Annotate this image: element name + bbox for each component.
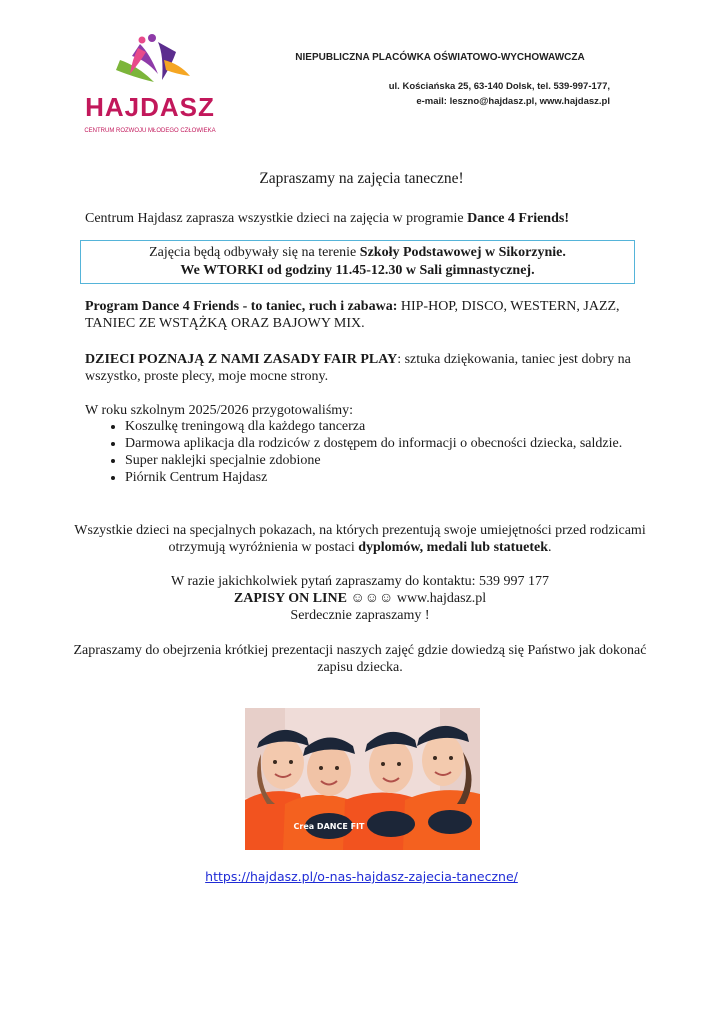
program-styles: HIP-HOP, DISCO, WESTERN, JAZZ, TANIEC ZE WSTĄŻKĄ ORAZ BAJOWY MIX. — [85, 299, 620, 331]
contact-greeting: Serdecznie zapraszamy ! — [290, 608, 430, 623]
list-item: • Piórnik Centrum Hajdasz — [125, 469, 685, 486]
awards-list: dyplomów, medali lub statuetek — [358, 540, 549, 555]
prepared-list — [85, 418, 685, 486]
contact-block — [60, 573, 660, 624]
video-paragraph: Zapraszamy do obejrzenia krótkiej prezentacji naszych zajęć gdzie dowiedzą się Państwo jak dokonać zapisu dziecka. — [73, 643, 647, 675]
org-address-block — [240, 79, 640, 109]
prepared-heading: W roku szkolnym 2025/2026 przygotowaliśmy: — [85, 403, 354, 418]
fairplay-paragraph — [85, 351, 645, 385]
list-item: • Darmowa aplikacja dla rodziców z dostępem do informacji o obecności dziecka, saldzie. — [125, 435, 685, 452]
smiley-icons: ☺☺☺ — [346, 591, 397, 606]
schedule-location-text: Zajęcia będą odbywały się na terenie — [149, 245, 360, 260]
signup-website: www.hajdasz.pl — [396, 591, 487, 606]
schedule-school: Szkoły Podstawowej w Sikorzynie. — [359, 245, 566, 260]
program-paragraph — [85, 298, 645, 332]
list-item: • Super naklejki specjalnie zdobione — [125, 452, 685, 469]
intro-paragraph — [85, 210, 645, 227]
schedule-location — [81, 244, 634, 262]
org-address: ul. Kościańska 25, 63-140 Dolsk, tel. 539-997-177, — [388, 81, 610, 92]
intro-text: Centrum Hajdasz zaprasza wszystkie dzieci na zajęcia w programie — [85, 211, 468, 226]
logo-subtitle: CENTRUM ROZWOJU MŁODEGO CZŁOWIEKA — [84, 128, 216, 134]
shirt-logo-text: Crea DANCE FIT — [293, 822, 365, 831]
schedule-time-text: We WTORKI od godziny 11.45-12.30 w Sali gimnastycznej. — [180, 263, 535, 278]
fairplay-text: : sztuka dziękowania, taniec jest dobry na wszystko, proste plecy, moje mocne strony. — [85, 352, 631, 384]
org-name: NIEPUBLICZNA PLACÓWKA OŚWIATOWO-WYCHOWAWCZA — [295, 52, 585, 63]
awards-end: . — [548, 540, 552, 555]
organization-header — [240, 52, 640, 109]
hajdasz-logo — [80, 30, 220, 140]
schedule-box — [80, 240, 635, 284]
signup-label: ZAPISY ON LINE — [233, 591, 347, 606]
children-illustration — [245, 708, 480, 850]
presentation-link[interactable]: https://hajdasz.pl/o-nas-hajdasz-zajecia-taneczne/ — [205, 869, 518, 884]
contact-phone: W razie jakichkolwiek pytań zapraszamy do kontaktu: 539 997 177 — [170, 574, 550, 589]
fairplay-heading: DZIECI POZNAJĄ Z NAMI ZASADY FAIR PLAY — [85, 352, 398, 367]
page-title: Zapraszamy na zajęcia taneczne! — [259, 170, 464, 187]
list-item: • Koszulkę treningową dla każdego tancerza — [125, 418, 685, 435]
contact-signup — [60, 590, 660, 607]
dancer-figures-icon — [80, 30, 220, 92]
org-email: e-mail: leszno@hajdasz.pl, www.hajdasz.pl — [416, 96, 610, 107]
intro-program-name: Dance 4 Friends! — [467, 211, 569, 226]
awards-text: Wszystkie dzieci na specjalnych pokazach, na których prezentują swoje umiejętności przed rodzicami otrzymują wyróżnienia w postaci — [74, 523, 646, 555]
awards-paragraph — [60, 522, 660, 556]
program-heading: Program Dance 4 Friends - to taniec, ruch i zabawa: — [85, 299, 398, 314]
schedule-time — [81, 262, 634, 280]
children-dance-photo — [245, 708, 480, 850]
logo-word: HAJDASZ — [85, 92, 215, 122]
